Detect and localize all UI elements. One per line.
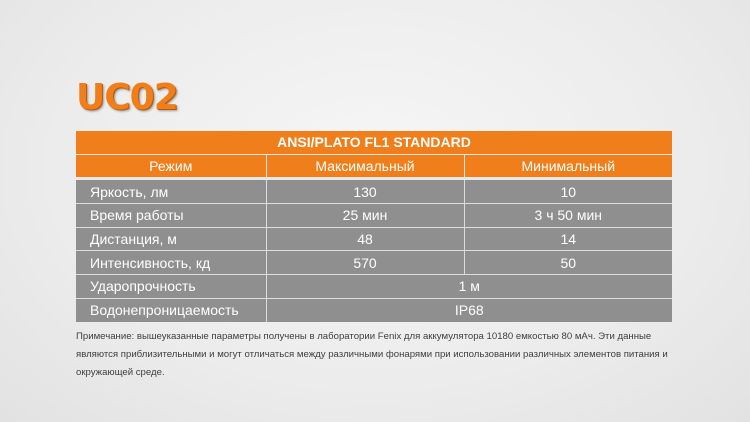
table-row [76,275,672,299]
row-label: Яркость, лм [76,179,266,204]
row-max-value: 48 [266,227,464,251]
table-row [76,298,672,321]
row-min-value: 50 [464,251,672,275]
product-title: UC02 [76,77,178,118]
row-max-value: 130 [266,179,464,204]
row-min-value: 3 ч 50 мин [464,204,672,228]
row-min-value: 10 [464,179,672,204]
row-merged-value: 1 м [266,275,672,299]
row-label: Ударопрочность [76,275,266,299]
spec-table [76,131,672,322]
footnote: Примечание: вышеуказанные параметры получены в лаборатории Fenix для аккумулятора 10180 емкостью 80 мАч. Эти данные являются приблизительными и могут отличаться между различными фонарями при использовании различных элементов питания и окружающей среде. [76,331,668,378]
column-header-mode: Режим [76,154,266,179]
standard-header: ANSI/PLATO FL1 STANDARD [76,131,672,154]
row-label: Дистанция, м [76,227,266,251]
table-row [76,227,672,251]
row-label: Водонепроницаемость [76,298,266,321]
row-max-value: 570 [266,251,464,275]
table-row [76,204,672,228]
row-max-value: 25 мин [266,204,464,228]
table-row [76,251,672,275]
table-row [76,179,672,204]
column-header-max: Максимальный [266,154,464,179]
column-header-row [76,154,672,179]
row-label: Интенсивность, кд [76,251,266,275]
column-header-min: Минимальный [464,154,672,179]
row-merged-value: IP68 [266,298,672,321]
standard-header-row [76,131,672,154]
row-min-value: 14 [464,227,672,251]
row-label: Время работы [76,204,266,228]
